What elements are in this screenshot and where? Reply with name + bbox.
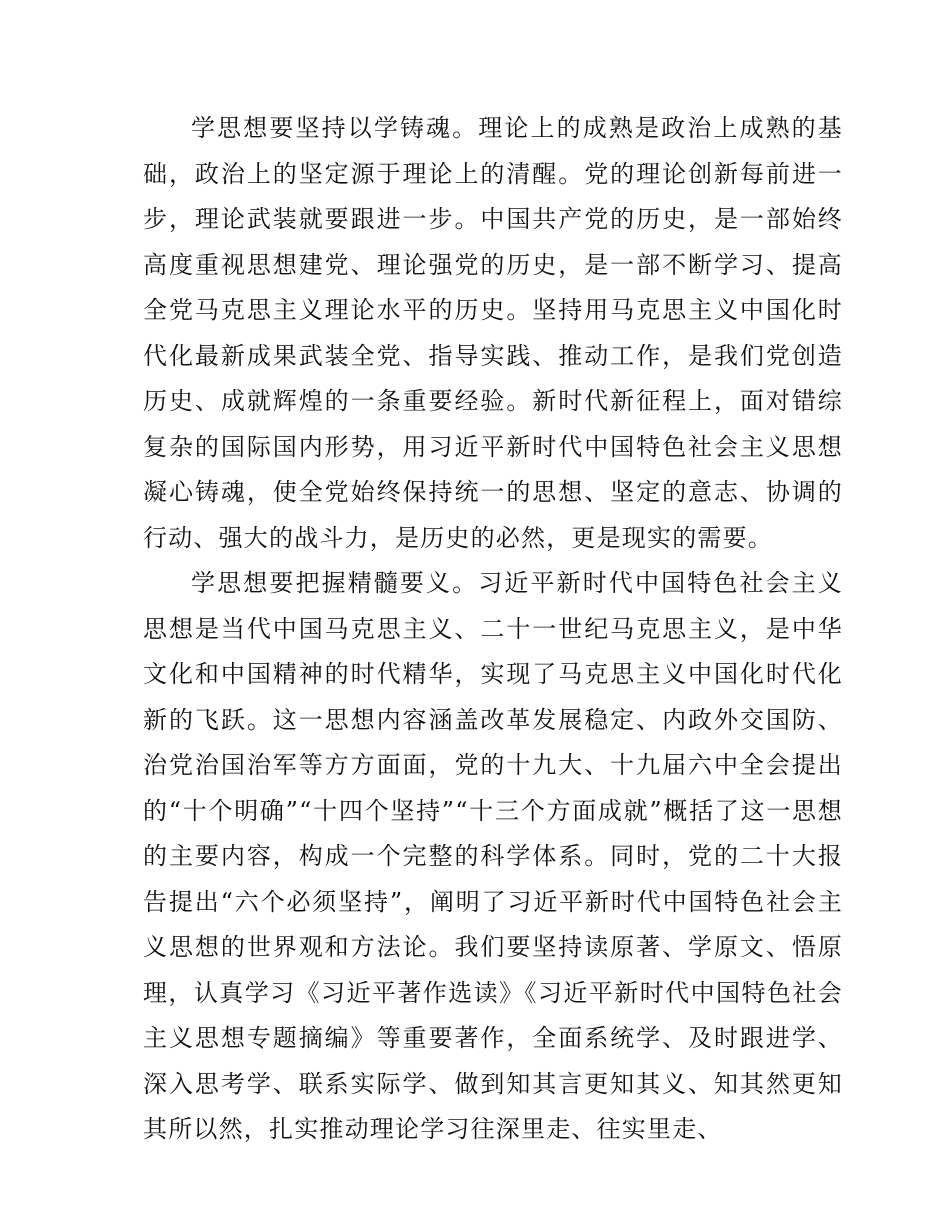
paragraph-1: 学思想要坚持以学铸魂。理论上的成熟是政治上成熟的基础，政治上的坚定源于理论上的清醒。党的理论创新每前进一步，理论武装就要跟进一步。中国共产党的历史，是一部始终高度重视思想建党、理论强党的历史，是一部不断学习、提高全党马克思主义理论水平的历史。坚持用马克思主义中国化时代化最新成果武装全党、指导实践、推动工作，是我们党创造历史、成就辉煌的一条重要经验。新时代新征程上，面对错综复杂的国际国内形势，用习近平新时代中国特色社会主义思想凝心铸魂，使全党始终保持统一的思想、坚定的意志、协调的行动、强大的战斗力，是历史的必然，更是现实的需要。 bbox=[143, 114, 843, 552]
document-body bbox=[143, 106, 843, 1153]
paragraph-2: 学思想要把握精髓要义。习近平新时代中国特色社会主义思想是当代中国马克思主义、二十一世纪马克思主义，是中华文化和中国精神的时代精华，实现了马克思主义中国化时代化新的飞跃。这一思想内容涵盖改革发展稳定、内政外交国防、治党治国治军等方方面面，党的十九大、十九届六中全会提出的“十个明确”“十四个坚持”“十三个方面成就”概括了这一思想的主要内容，构成一个完整的科学体系。同时，党的二十大报告提出“六个必须坚持”，阐明了习近平新时代中国特色社会主义思想的世界观和方法论。我们要坚持读原著、学原文、悟原理，认真学习《习近平著作选读》《习近平新时代中国特色社会主义思想专题摘编》等重要著作，全面系统学、及时跟进学、深入思考学、联系实际学、做到知其言更知其义、知其然更知其所以然，扎实推动理论学习往深里走、往实里走、 bbox=[143, 569, 843, 1143]
